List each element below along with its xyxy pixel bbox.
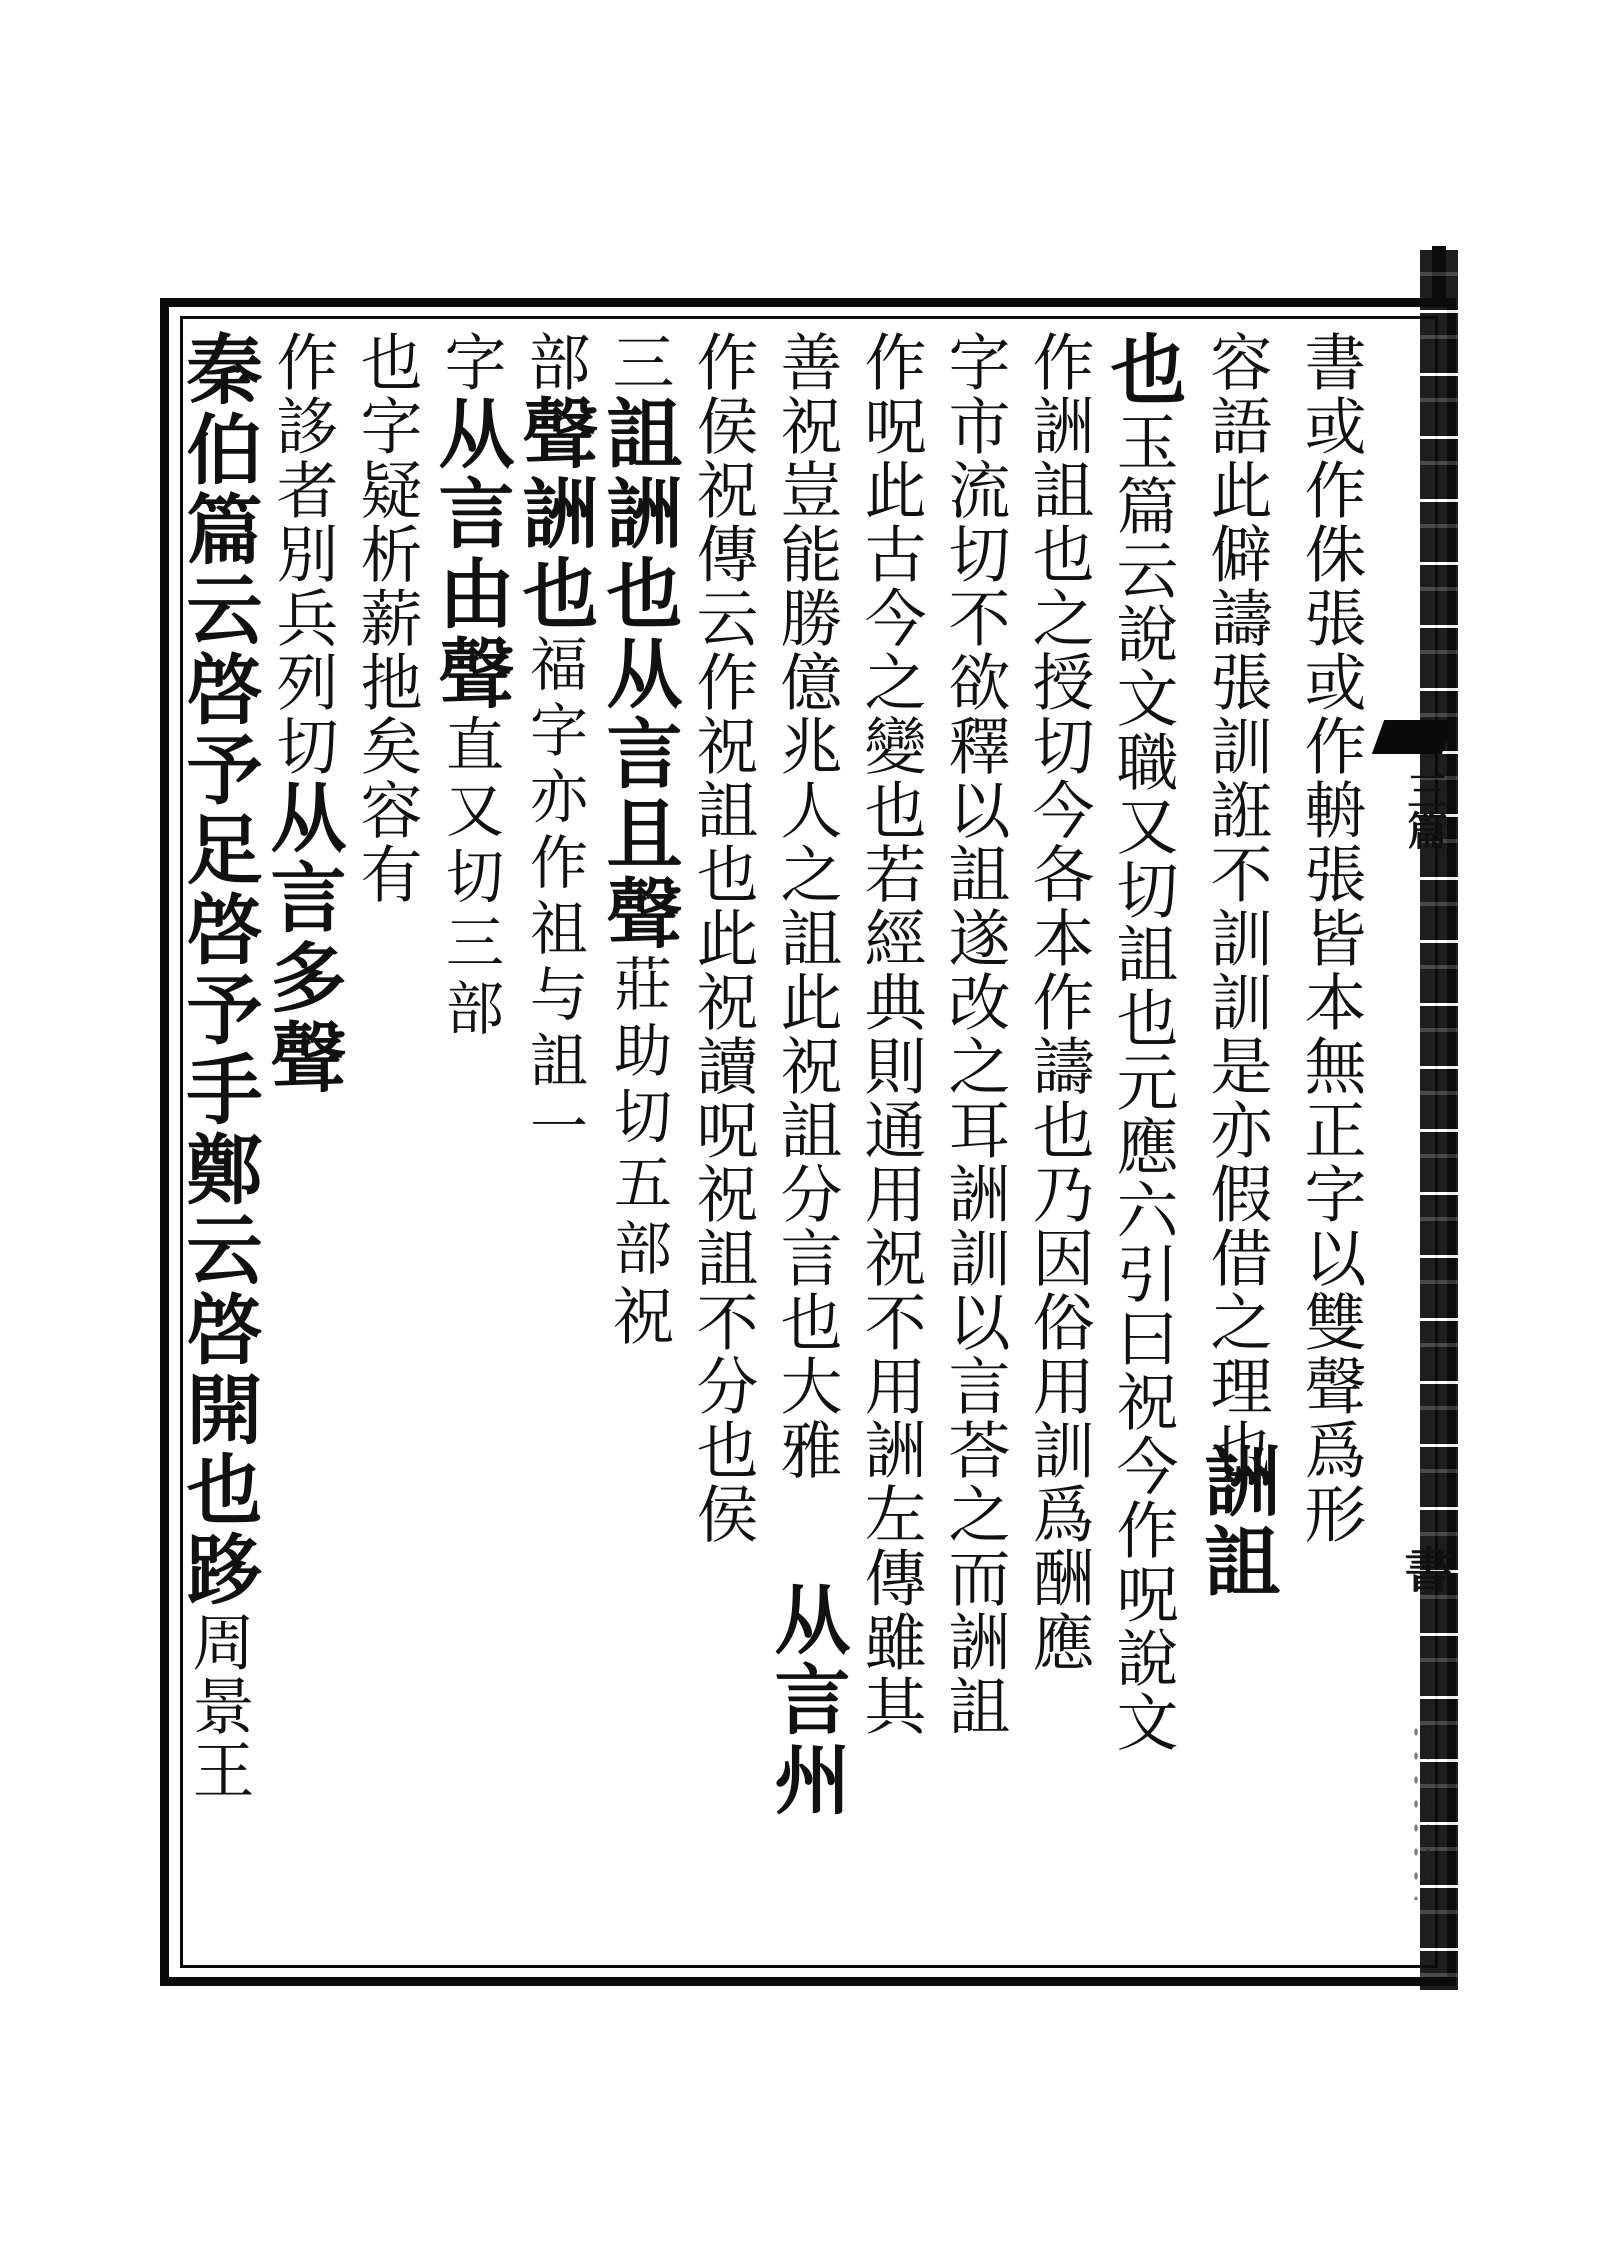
column-text: 容語此僻譸張訓誑不訓訓是亦假借之理也: [1200, 330, 1273, 1482]
text-column-5: [926, 330, 1022, 1970]
headword: 聲: [510, 394, 599, 474]
text-column-7: [758, 330, 854, 1970]
column-text: 祖与詛一: [520, 898, 588, 1162]
column-text: [338, 330, 434, 586]
column-text: [170, 1282, 266, 2178]
headword: 詶也: [510, 474, 599, 634]
column-text: [170, 330, 266, 834]
column-text: 直又切三部: [436, 714, 504, 1044]
column-text: 部: [518, 330, 591, 394]
column-text: 善祝豈能勝億兆人之詛此祝詛分言也大雅: [770, 330, 843, 1482]
column-text: 莊助切五部: [604, 954, 672, 1284]
column-text: 作侯祝傳云作祝詛也此祝讀呪祝詛不分也: [686, 330, 759, 1482]
text-column-10: [506, 330, 602, 1970]
running-head: 三篇: [1401, 770, 1448, 850]
headword: 从言州: [762, 1580, 851, 1820]
column-text: 祝: [602, 1284, 675, 1348]
column-text: 周景王: [182, 1610, 255, 1802]
text-column-4: [1010, 330, 1106, 1970]
text-column-1: [1282, 330, 1378, 1970]
headword: 从言多聲: [258, 778, 347, 1098]
column-text: 作誃者別兵列切: [266, 330, 339, 778]
column-text: 玉篇云說文職又切詛也元應六引曰祝今作呪說文: [1106, 410, 1179, 1754]
headword: 秦伯篇云啓予足啓予手鄭云啓開也跢: [174, 330, 263, 1610]
column-text: 書或作侏張或作輈張皆本無正字以雙聲爲形: [1294, 330, 1367, 1546]
headword: 詛詶也从言且聲: [594, 394, 683, 954]
text-column-8: [674, 330, 770, 1970]
text-column-3: [1094, 330, 1190, 1970]
column-text: 也: [350, 330, 423, 394]
column-text: [254, 330, 350, 906]
column-text: 福字亦作: [520, 634, 588, 898]
text-column-6: [842, 330, 938, 1970]
text-column-11: [422, 330, 518, 1970]
headword: 詶詛: [1192, 1442, 1281, 1602]
column-text: 字疑析薪扡矣容有: [350, 394, 423, 906]
column-text: [170, 834, 266, 1114]
column-text: 三: [602, 330, 675, 394]
column-text: 作詶詛也之授切今各本作譸也乃因俗用訓爲酬應: [1022, 330, 1095, 1674]
column-text: 字: [434, 330, 507, 394]
headword: 从言由聲: [426, 394, 515, 714]
column-text: [338, 586, 434, 1162]
fishtail-marker: [1372, 720, 1454, 754]
text-column-9: [590, 330, 686, 1970]
folio-mark: 書: [1396, 1545, 1452, 1593]
column-text: 侯: [686, 1482, 759, 1546]
column-text: 作呪此古今之變也若經典則通用祝不用詶左傳雖其: [854, 330, 927, 1738]
column-text: [170, 1114, 266, 1282]
column-text: 字市流切不欲釋以詛遂改之耳詶訓以言荅之而詶詛: [938, 330, 1011, 1738]
ink-speckles: [1410, 1720, 1430, 1900]
text-column-2: [1188, 330, 1284, 1970]
headword: 也: [1098, 330, 1187, 410]
